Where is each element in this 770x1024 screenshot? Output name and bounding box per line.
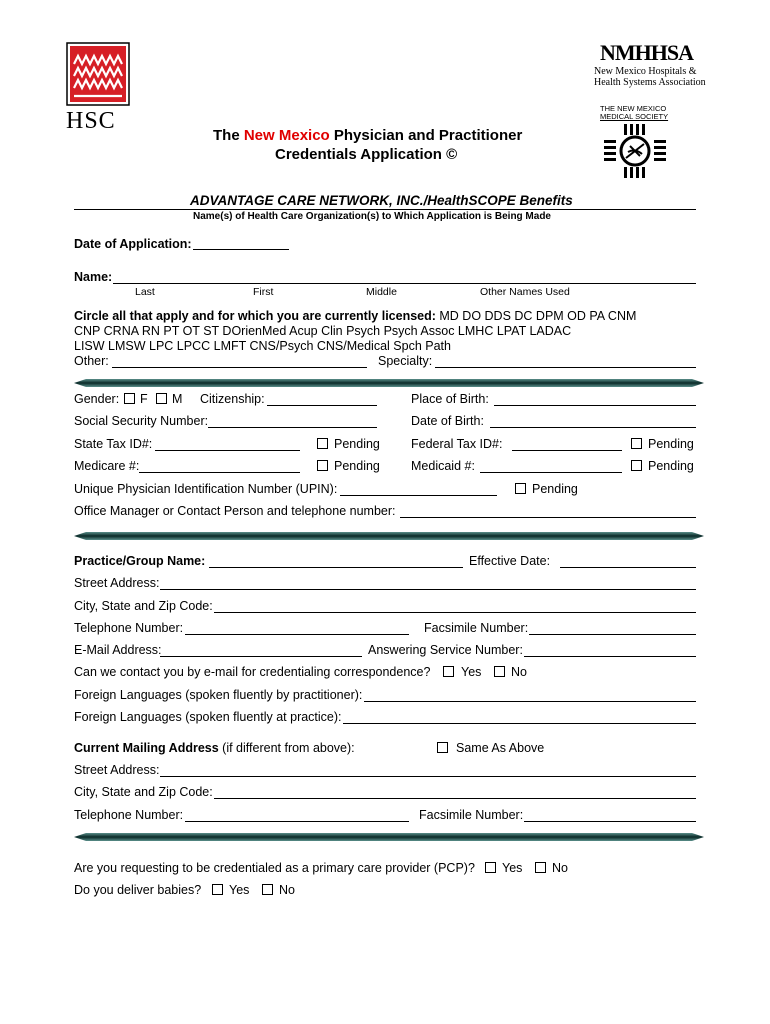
mailing-telephone-label: Telephone Number:: [74, 808, 184, 822]
organization-caption: Name(s) of Health Care Organization(s) to Which Application is Being Made: [193, 211, 551, 222]
email-label: E-Mail Address:: [74, 643, 162, 657]
upin-pending-checkbox[interactable]: [515, 483, 526, 494]
mailing-street-label: Street Address:: [74, 763, 160, 777]
nmhhsa-logo: [574, 40, 706, 90]
office-manager-label: Office Manager or Contact Person and telephone number:: [74, 504, 396, 518]
state-tax-pending-checkbox[interactable]: [317, 438, 328, 449]
nmms-line1: THE NEW MEXICO: [600, 104, 667, 113]
licensed-options-1[interactable]: MD DO DDS DC DPM OD PA CNM: [439, 309, 637, 323]
medicaid-field[interactable]: [480, 472, 622, 473]
hsc-logo-icon: [66, 42, 132, 106]
medicare-field[interactable]: [139, 472, 300, 473]
date-of-application-field[interactable]: [193, 249, 289, 250]
name-other-caption: Other Names Used: [480, 286, 570, 298]
contact-email-no-checkbox[interactable]: [494, 666, 505, 677]
email-field[interactable]: [160, 656, 362, 657]
mailing-heading-bold: Current Mailing Address: [74, 741, 219, 755]
section-divider: [74, 532, 704, 540]
gender-f-checkbox[interactable]: [124, 393, 135, 404]
lang-practice-label: Foreign Languages (spoken fluently at practice):: [74, 710, 342, 724]
date-of-application-label: Date of Application:: [74, 237, 192, 251]
pcp-yes-label: Yes: [502, 861, 523, 875]
practice-city-label: City, State and Zip Code:: [74, 599, 213, 613]
contact-email-no-label: No: [511, 665, 527, 679]
medicare-pending-checkbox[interactable]: [317, 460, 328, 471]
zia-caduceus-icon: [604, 124, 674, 178]
mailing-heading: [74, 741, 355, 755]
practice-fax-label: Facsimile Number:: [424, 621, 529, 635]
babies-no-label: No: [279, 883, 295, 897]
nmms-logo: [598, 104, 688, 184]
answering-service-label: Answering Service Number:: [368, 643, 523, 657]
mailing-telephone-field[interactable]: [185, 821, 409, 822]
nmms-line2: MEDICAL SOCIETY: [600, 112, 669, 121]
practice-fax-field[interactable]: [529, 634, 696, 635]
licensed-options-3[interactable]: LISW LMSW LPC LPCC LMFT CNS/Psych CNS/Medical Spch Path: [74, 339, 451, 353]
gender-m-label: M: [172, 392, 183, 406]
other-license-label: Other:: [74, 354, 109, 368]
same-as-above-label: Same As Above: [456, 741, 545, 755]
upin-field[interactable]: [340, 495, 497, 496]
babies-yes-label: Yes: [229, 883, 250, 897]
licensed-heading: Circle all that apply and for which you are currently licensed:: [74, 309, 436, 323]
same-as-above-checkbox[interactable]: [437, 742, 448, 753]
place-of-birth-label: Place of Birth:: [411, 392, 489, 406]
page-subtitle: Credentials Application ©: [275, 146, 458, 163]
contact-email-yes-label: Yes: [461, 665, 482, 679]
gender-label: Gender:: [74, 392, 120, 406]
ssn-field[interactable]: [208, 427, 377, 428]
practice-group-field[interactable]: [209, 567, 463, 568]
lang-practitioner-field[interactable]: [364, 701, 696, 702]
page-title: [213, 129, 522, 143]
pcp-no-label: No: [552, 861, 568, 875]
nmhhsa-sub1: New Mexico Hospitals &: [594, 66, 697, 77]
mailing-city-label: City, State and Zip Code:: [74, 785, 213, 799]
federal-tax-pending-checkbox[interactable]: [631, 438, 642, 449]
citizenship-field[interactable]: [267, 405, 377, 406]
practice-street-field[interactable]: [160, 589, 696, 590]
title-highlight: New Mexico: [243, 127, 330, 144]
name-middle-caption: Middle: [366, 286, 397, 298]
state-tax-label: State Tax ID#:: [74, 437, 153, 451]
upin-label: Unique Physician Identification Number (UPIN):: [74, 482, 338, 496]
contact-email-yes-checkbox[interactable]: [443, 666, 454, 677]
place-of-birth-field[interactable]: [494, 405, 696, 406]
name-label: Name:: [74, 270, 113, 284]
section-divider: [74, 833, 704, 841]
ssn-label: Social Security Number:: [74, 414, 209, 428]
gender-m-checkbox[interactable]: [156, 393, 167, 404]
medicaid-pending-checkbox[interactable]: [631, 460, 642, 471]
lang-practitioner-label: Foreign Languages (spoken fluently by practitioner):: [74, 688, 363, 702]
name-field[interactable]: [113, 283, 696, 284]
lang-practice-field[interactable]: [343, 723, 696, 724]
medicaid-pending-label: Pending: [648, 459, 694, 473]
specialty-label: Specialty:: [378, 354, 433, 368]
office-manager-field[interactable]: [400, 517, 696, 518]
name-first-caption: First: [253, 286, 274, 298]
practice-street-label: Street Address:: [74, 576, 160, 590]
dob-field[interactable]: [490, 427, 696, 428]
contact-email-question: Can we contact you by e-mail for credentialing correspondence?: [74, 665, 431, 679]
federal-tax-field[interactable]: [512, 450, 622, 451]
hsc-text: HSC: [66, 108, 116, 134]
nmhhsa-sub2: Health Systems Association: [594, 77, 706, 88]
state-tax-pending-label: Pending: [334, 437, 380, 451]
licensed-options-2[interactable]: CNP CRNA RN PT OT ST DOrienMed Acup Clin Psych Psych Assoc LMHC LPAT LADAC: [74, 324, 572, 338]
hsc-logo: [66, 42, 132, 134]
name-last-caption: Last: [135, 286, 155, 298]
practice-telephone-field[interactable]: [185, 634, 409, 635]
pcp-yes-checkbox[interactable]: [485, 862, 496, 873]
practice-group-label: Practice/Group Name:: [74, 554, 206, 568]
organization-name: ADVANTAGE CARE NETWORK, INC./HealthSCOPE Benefits: [190, 193, 573, 208]
practice-telephone-label: Telephone Number:: [74, 621, 184, 635]
nmhhsa-text: NMHHSA: [600, 40, 693, 65]
federal-tax-label: Federal Tax ID#:: [411, 437, 503, 451]
babies-yes-checkbox[interactable]: [212, 884, 223, 895]
state-tax-field[interactable]: [155, 450, 300, 451]
practice-city-field[interactable]: [214, 612, 696, 613]
other-license-field[interactable]: [112, 367, 367, 368]
medicare-pending-label: Pending: [334, 459, 380, 473]
mailing-heading-note: (if different from above):: [218, 741, 355, 755]
licensed-line1: [74, 309, 636, 323]
pcp-question: Are you requesting to be credentialed as a primary care provider (PCP)?: [74, 861, 475, 875]
mailing-fax-field[interactable]: [524, 821, 696, 822]
pcp-no-checkbox[interactable]: [535, 862, 546, 873]
answering-service-field[interactable]: [524, 656, 696, 657]
title-pre: The: [213, 127, 244, 144]
dob-label: Date of Birth:: [411, 414, 484, 428]
specialty-field[interactable]: [435, 367, 696, 368]
gender-f-label: F: [140, 392, 148, 406]
mailing-fax-label: Facsimile Number:: [419, 808, 524, 822]
mailing-city-field[interactable]: [214, 798, 696, 799]
effective-date-label: Effective Date:: [469, 554, 551, 568]
babies-no-checkbox[interactable]: [262, 884, 273, 895]
medicare-label: Medicare #:: [74, 459, 140, 473]
citizenship-label: Citizenship:: [200, 392, 265, 406]
babies-question: Do you deliver babies?: [74, 883, 202, 897]
mailing-street-field[interactable]: [160, 776, 696, 777]
title-post: Physician and Practitioner: [329, 127, 523, 144]
section-divider: [74, 379, 704, 387]
upin-pending-label: Pending: [532, 482, 578, 496]
federal-tax-pending-label: Pending: [648, 437, 694, 451]
effective-date-field[interactable]: [560, 567, 696, 568]
medicaid-label: Medicaid #:: [411, 459, 475, 473]
